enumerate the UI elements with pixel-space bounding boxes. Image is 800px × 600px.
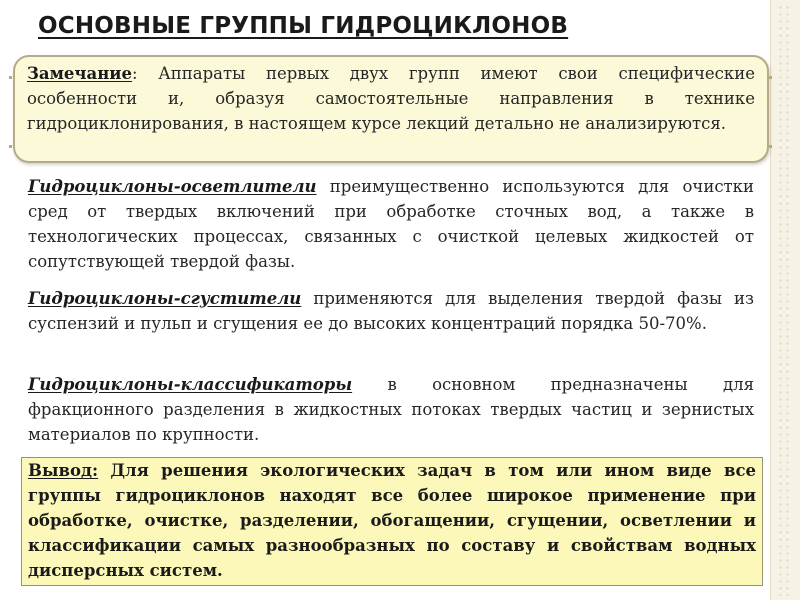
note-label: Замечание	[27, 64, 133, 83]
note-box-corner-mark	[9, 76, 12, 79]
paragraph-thickeners	[28, 286, 754, 336]
paragraph-clarifiers-text: преимущественно используются для очистки сред от твердых включений при обработке сточных вод, а также в технологических процессах, связанных с очисткой целевых жидкостей от сопутствующей твердой фазы.	[28, 177, 754, 271]
decorative-dot-pattern	[777, 4, 791, 596]
paragraph-classifiers-text: в основном предназначены для фракционного разделения в жидкостных потоках твердых частиц и зернистых материалов по крупности.	[28, 375, 754, 444]
note-box-corner-mark	[769, 145, 772, 148]
conclusion-label: Вывод:	[28, 461, 99, 480]
note-body: : Аппараты первых двух групп имеют свои специфические особенности и, образуя самостоятельные направления в технике гидроциклонирования, в настоящем курсе лекций детально не анализируются.	[27, 64, 755, 133]
note-box-corner-mark	[9, 145, 12, 148]
term-classifiers: Гидроциклоны-классификаторы	[28, 375, 353, 394]
paragraph-clarifiers	[28, 174, 754, 274]
conclusion-body: Для решения экологических задач в том или ином виде все группы гидроциклонов находят все более широкое применение при обработке, очистке, разделении, обогащении, сгущении, осветлении и классификации самых разнообразных по составу и свойствам водных дисперсных систем.	[28, 461, 756, 580]
term-clarifiers: Гидроциклоны-осветлители	[28, 177, 317, 196]
note-box-corner-mark	[769, 76, 772, 79]
paragraph-thickeners-text: применяются для выделения твердой фазы из суспензий и пульп и сгущения ее до высоких концентраций порядка 50-70%.	[28, 289, 754, 333]
note-text	[27, 61, 755, 136]
conclusion-text	[28, 458, 756, 583]
term-thickeners: Гидроциклоны-сгустители	[28, 289, 302, 308]
slide-title: ОСНОВНЫЕ ГРУППЫ ГИДРОЦИКЛОНОВ	[38, 13, 569, 39]
paragraph-classifiers	[28, 372, 754, 447]
